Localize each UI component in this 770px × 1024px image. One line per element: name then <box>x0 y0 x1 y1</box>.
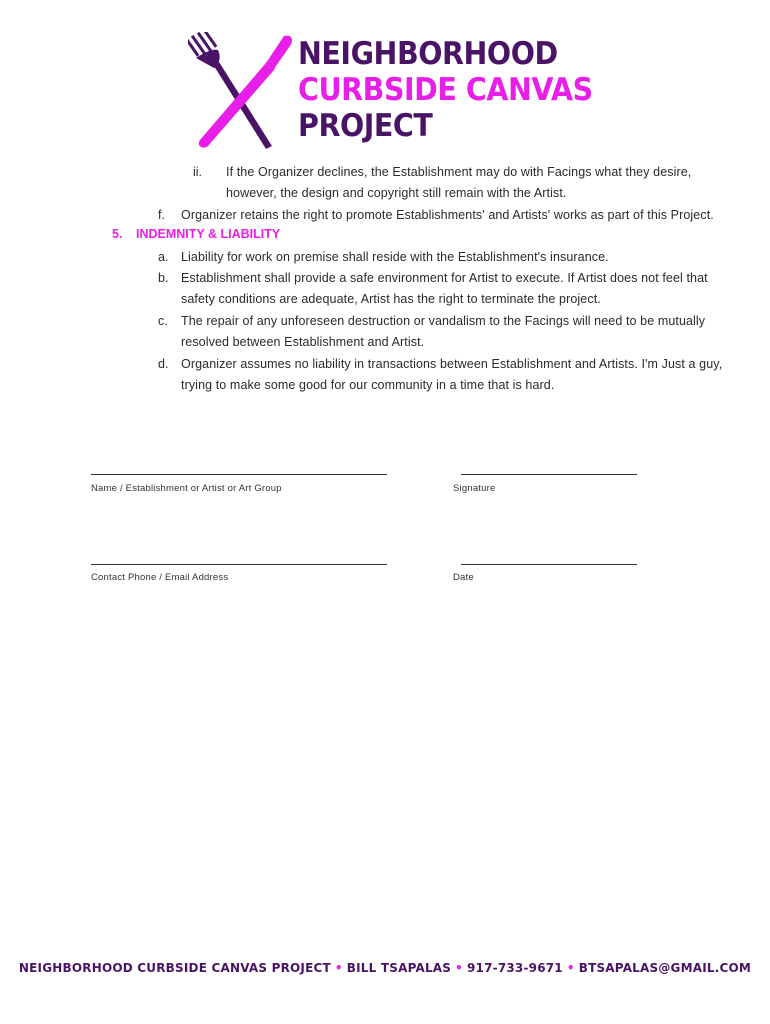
footer-phone: 917-733-9671 <box>467 961 563 975</box>
project-logo <box>188 32 593 150</box>
fork-and-paintbrush-icon <box>188 32 296 150</box>
clause-f-text: Organizer retains the right to promote Establishments' and Artists' works as part of this Project. <box>181 208 714 222</box>
item-c-line-1: The repair of any unforeseen destruction or vandalism to the Facings will need to be mutually <box>181 314 706 328</box>
clause-ii-marker: ii. <box>193 165 203 179</box>
item-a-marker: a. <box>158 250 169 264</box>
footer-separator-2: • <box>455 961 463 975</box>
clause-ii-line-1: If the Organizer declines, the Establishment may do with Facings what they desire, <box>226 165 692 179</box>
date-signature-line[interactable] <box>461 564 637 565</box>
logo-wordmark <box>298 36 593 144</box>
footer-contact-name: BILL TSAPALAS <box>346 961 452 975</box>
item-c-line-2: resolved between Establishment and Artist. <box>181 335 425 349</box>
logo-line-3: PROJECT <box>298 108 433 144</box>
logo-line-2: CURBSIDE CANVAS <box>298 72 593 108</box>
footer-email: BTSAPALAS@GMAIL.COM <box>578 961 752 975</box>
name-label: Name / Establishment or Artist or Art Group <box>91 483 282 494</box>
footer-separator-1: • <box>334 961 343 975</box>
item-d-line-2: trying to make some good for our community in a time that is hard. <box>181 378 555 392</box>
clause-f-marker: f. <box>158 208 165 222</box>
footer-separator-3: • <box>566 961 575 975</box>
name-signature-line[interactable] <box>91 474 387 475</box>
page-footer <box>0 961 770 975</box>
section-5-heading <box>112 227 280 241</box>
section-5-number: 5. <box>112 227 123 241</box>
item-b-line-2: safety conditions are adequate, Artist has the right to terminate the project. <box>181 292 601 306</box>
item-b-line-1: Establishment shall provide a safe environment for Artist to execute. If Artist does not feel that <box>181 271 708 285</box>
item-b-marker: b. <box>158 271 169 285</box>
date-label: Date <box>453 572 474 583</box>
contact-label: Contact Phone / Email Address <box>91 572 229 583</box>
item-d-line-1: Organizer assumes no liability in transactions between Establishment and Artists. I'm Just a guy, <box>181 357 723 371</box>
contact-signature-line[interactable] <box>91 564 387 565</box>
signature-label: Signature <box>453 483 496 494</box>
item-d-marker: d. <box>158 357 169 371</box>
footer-project-name: NEIGHBORHOOD CURBSIDE CANVAS PROJECT <box>18 961 331 975</box>
clause-ii-line-2: however, the design and copyright still remain with the Artist. <box>226 186 567 200</box>
item-c-marker: c. <box>158 314 168 328</box>
logo-line-1: NEIGHBORHOOD <box>298 36 558 72</box>
item-a-line-1: Liability for work on premise shall reside with the Establishment's insurance. <box>181 250 609 264</box>
signature-line[interactable] <box>461 474 637 475</box>
section-5-title: INDEMNITY & LIABILITY <box>136 227 281 241</box>
